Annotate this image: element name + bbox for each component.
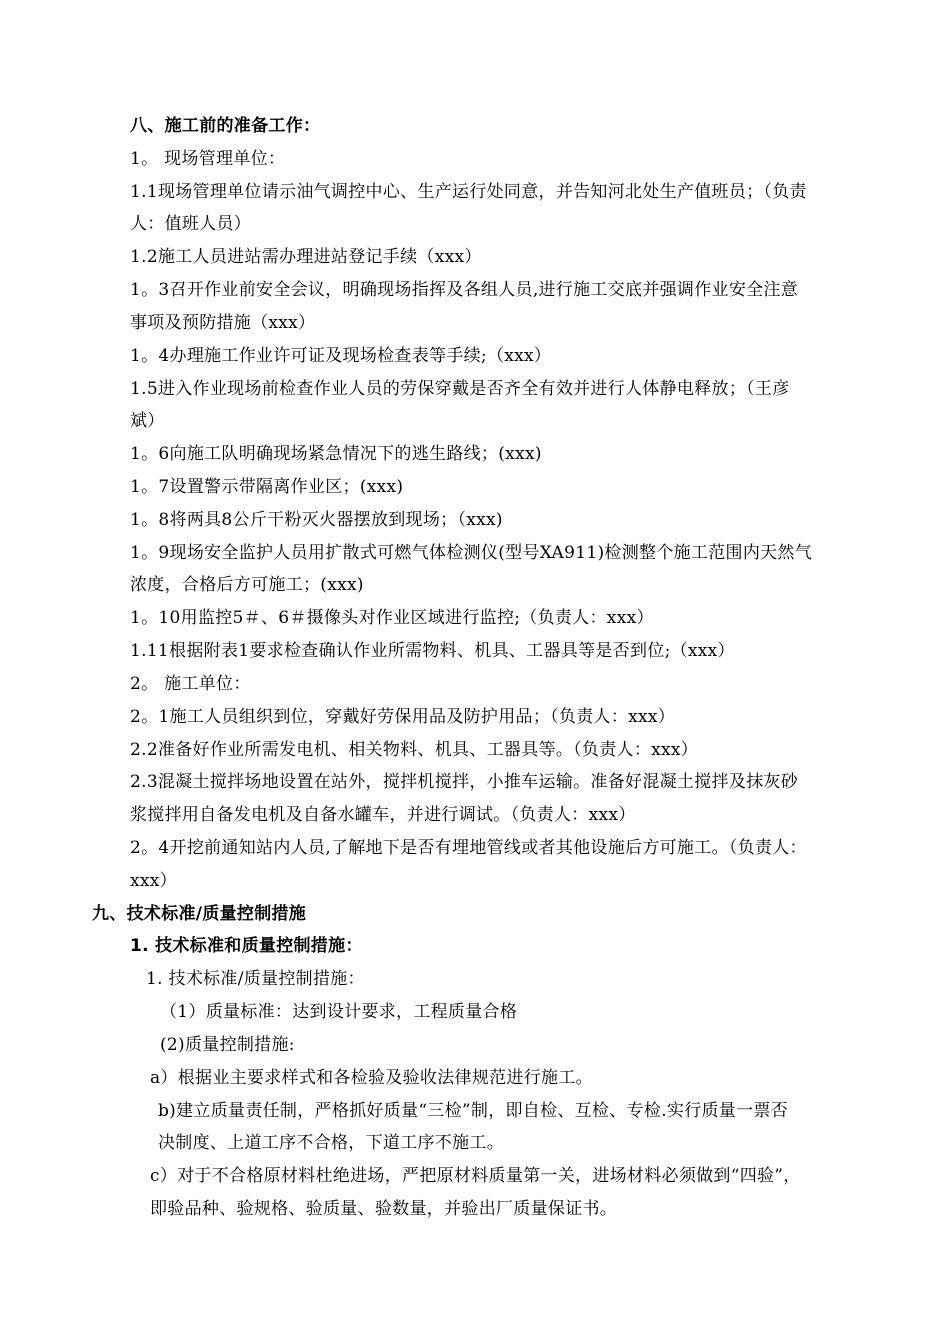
item-1-6: 1。6向施工队明确现场紧急情况下的逃生路线；(xxx) — [130, 444, 542, 464]
item-1-2: 1.2施工人员进站需办理进站登记手续（xxx） — [130, 247, 482, 267]
measure-b-line1: b)建立质量责任制，严格抓好质量“三检”制，即自检、互检、专检.实行质量一票否 — [158, 1101, 788, 1121]
item-2-3-line1: 2.3混凝土搅拌场地设置在站外，搅拌机搅拌，小推车运输。准备好混凝土搅拌及抹灰砂 — [130, 772, 799, 792]
item-1-1-line2: 人：值班人员） — [130, 214, 252, 234]
item-1-4: 1。4办理施工作业许可证及现场检查表等手续;（xxx） — [130, 346, 552, 366]
section-9-heading: 九、技术标准/质量控制措施 — [92, 904, 307, 924]
unit-1-title: 1。 现场管理单位： — [130, 149, 286, 169]
item-2-2: 2.2准备好作业所需发电机、相关物料、机具、工器具等。（负责人：xxx） — [130, 740, 699, 760]
measure-c-line2: 即验品种、验规格、验质量、验数量，并验出厂质量保证书。 — [150, 1199, 618, 1219]
measure-b-line2: 决制度、上道工序不合格，下道工序不施工。 — [158, 1133, 504, 1153]
measure-a: a）根据业主要求样式和各检验及验收法律规范进行施工。 — [150, 1068, 593, 1088]
item-1-1-line1: 1.1现场管理单位请示油气调控中心、生产运行处同意，并告知河北处生产值班员；（负责 — [130, 182, 807, 202]
section-8-heading: 八、施工前的准备工作： — [130, 116, 321, 136]
item-1-7: 1。7设置警示带隔离作业区；(xxx) — [130, 477, 404, 497]
item-1-5-line1: 1.5进入作业现场前检查作业人员的劳保穿戴是否齐全有效并进行人体静电释放；（王彦 — [130, 379, 790, 399]
item-1-9-line1: 1。9现场安全监护人员用扩散式可燃气体检测仪(型号XA911)检测整个施工范围内天然气 — [130, 543, 813, 563]
measure-c-line1: c）对于不合格原材料杜绝进场，严把原材料质量第一关，进场材料必须做到“四验”， — [150, 1166, 801, 1186]
subsection-1-heading: 1. 技术标准和质量控制措施： — [130, 936, 363, 956]
item-1-3-line2: 事项及预防措施（xxx） — [130, 313, 316, 333]
item-1-3-line1: 1。3召开作业前安全会议，明确现场指挥及各组人员,进行施工交底并强调作业安全注意 — [130, 280, 799, 300]
quality-control-measures: (2)质量控制措施: — [160, 1035, 295, 1055]
item-1-5-line2: 斌） — [130, 411, 165, 431]
item-2-4-line1: 2。4开挖前通知站内人员,了解地下是否有埋地管线或者其他设施后方可施工。（负责人： — [130, 838, 807, 858]
subsection-1-1-heading: 1. 技术标准/质量控制措施： — [146, 969, 365, 989]
item-2-1: 2。1施工人员组织到位，穿戴好劳保用品及防护用品；（负责人：xxx） — [130, 707, 676, 727]
item-2-4-line2: xxx） — [130, 871, 177, 891]
unit-2-title: 2。 施工单位： — [130, 674, 251, 694]
item-1-9-line2: 浓度，合格后方可施工；(xxx) — [130, 575, 364, 595]
item-1-8: 1。8将两具8公斤干粉灭火器摆放到现场；（xxx) — [130, 510, 503, 530]
item-1-11: 1.11根据附表1要求检查确认作业所需物料、机具、工器具等是否到位;（xxx） — [130, 641, 735, 661]
item-2-3-line2: 浆搅拌用自备发电机及自备水罐车，并进行调试。（负责人：xxx） — [130, 805, 636, 825]
quality-standard: （1）质量标准：达到设计要求，工程质量合格 — [160, 1002, 518, 1022]
item-1-10: 1。10用监控5＃、6＃摄像头对作业区域进行监控;（负责人：xxx） — [130, 608, 654, 628]
